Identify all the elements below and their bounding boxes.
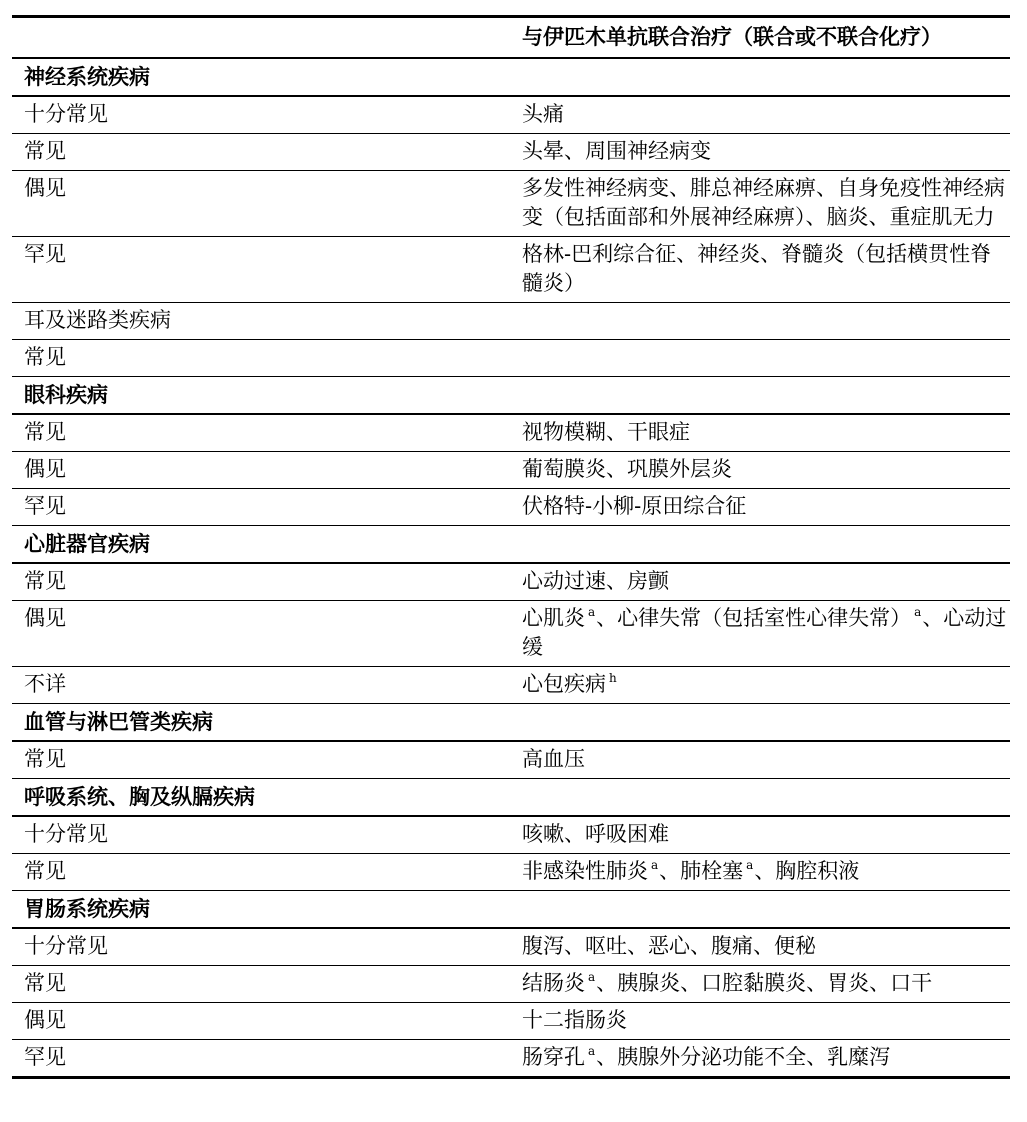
footnote-marker: a xyxy=(588,1044,596,1058)
reactions-cell xyxy=(510,237,1010,303)
reaction-text: 、胰腺炎、口腔黏膜炎、胃炎、口干 xyxy=(596,971,933,995)
table-row xyxy=(12,414,1010,452)
reactions-cell xyxy=(510,303,1010,340)
reaction-text: 、胸腔积液 xyxy=(754,859,860,883)
frequency-cell: 偶见 xyxy=(12,452,510,489)
reaction-text: 头晕、周围神经病变 xyxy=(522,139,711,163)
table-row xyxy=(12,854,1010,891)
reaction-text: 伏格特-小柳-原田综合征 xyxy=(522,494,747,518)
reaction-text: 格林-巴利综合征、神经炎、脊髓炎（包括横贯性脊髓炎） xyxy=(522,242,992,295)
frequency-cell: 偶见 xyxy=(12,1003,510,1040)
table-row xyxy=(12,601,1010,667)
reaction-text: 、胰腺外分泌功能不全、乳糜泻 xyxy=(596,1045,891,1069)
reactions-cell xyxy=(510,1003,1010,1040)
category-row xyxy=(12,704,1010,742)
frequency-cell: 罕见 xyxy=(12,489,510,526)
reaction-text: 非感染性肺炎 xyxy=(522,859,648,883)
reaction-text: 心包疾病 xyxy=(522,672,606,696)
reaction-text: 结肠炎 xyxy=(522,971,585,995)
table-row xyxy=(12,237,1010,303)
reactions-cell xyxy=(510,816,1010,854)
table-row xyxy=(12,563,1010,601)
adverse-reactions-table xyxy=(12,15,1010,1079)
reactions-cell xyxy=(510,741,1010,779)
frequency-cell: 常见 xyxy=(12,340,510,377)
category-label: 眼科疾病 xyxy=(12,377,1010,415)
reactions-cell xyxy=(510,96,1010,134)
header-regimen-cell: 与伊匹木单抗联合治疗（联合或不联合化疗） xyxy=(510,17,1010,59)
table-row xyxy=(12,816,1010,854)
reactions-cell xyxy=(510,340,1010,377)
frequency-cell: 常见 xyxy=(12,563,510,601)
header-row xyxy=(12,17,1010,59)
footnote-marker: a xyxy=(914,605,922,619)
reactions-cell xyxy=(510,414,1010,452)
reaction-text: 心动过速、房颤 xyxy=(522,569,669,593)
reaction-text: 十二指肠炎 xyxy=(522,1008,627,1032)
reactions-cell xyxy=(510,928,1010,966)
table-body xyxy=(12,58,1010,1078)
frequency-cell: 罕见 xyxy=(12,237,510,303)
table-row xyxy=(12,489,1010,526)
reaction-text: 高血压 xyxy=(522,747,585,771)
reaction-text: 多发性神经病变、腓总神经麻痹、自身免疫性神经病变（包括面部和外展神经麻痹）、脑炎、重症肌无力 xyxy=(522,176,1005,229)
table-row xyxy=(12,928,1010,966)
reactions-cell xyxy=(510,854,1010,891)
table-row xyxy=(12,171,1010,237)
table-row xyxy=(12,966,1010,1003)
category-row xyxy=(12,58,1010,96)
reactions-cell xyxy=(510,966,1010,1003)
reactions-cell xyxy=(510,452,1010,489)
frequency-cell: 常见 xyxy=(12,741,510,779)
frequency-cell: 常见 xyxy=(12,134,510,171)
footnote-marker: a xyxy=(588,970,596,984)
reaction-text: 肠穿孔 xyxy=(522,1045,585,1069)
category-label: 心脏器官疾病 xyxy=(12,526,1010,564)
reactions-cell xyxy=(510,1040,1010,1078)
reaction-text: 、肺栓塞 xyxy=(659,859,744,883)
reaction-text: 头痛 xyxy=(522,102,564,126)
frequency-cell: 十分常见 xyxy=(12,816,510,854)
frequency-cell: 常见 xyxy=(12,966,510,1003)
category-label: 神经系统疾病 xyxy=(12,58,1010,96)
category-row xyxy=(12,779,1010,817)
reaction-text: 视物模糊、干眼症 xyxy=(522,420,690,444)
frequency-cell: 十分常见 xyxy=(12,928,510,966)
table-header xyxy=(12,17,1010,59)
reactions-cell xyxy=(510,601,1010,667)
category-row xyxy=(12,377,1010,415)
reaction-text: 心肌炎 xyxy=(522,606,585,630)
category-label: 胃肠系统疾病 xyxy=(12,891,1010,929)
reactions-cell xyxy=(510,171,1010,237)
table-row xyxy=(12,96,1010,134)
reaction-text: 咳嗽、呼吸困难 xyxy=(522,822,669,846)
table-row xyxy=(12,1003,1010,1040)
frequency-cell: 罕见 xyxy=(12,1040,510,1078)
table-row xyxy=(12,134,1010,171)
category-row xyxy=(12,526,1010,564)
table-row xyxy=(12,340,1010,377)
reaction-text: 、心动过缓 xyxy=(522,606,1007,659)
frequency-cell: 十分常见 xyxy=(12,96,510,134)
frequency-cell: 不详 xyxy=(12,667,510,704)
reaction-text: 腹泻、呕吐、恶心、腹痛、便秘 xyxy=(522,934,816,958)
footnote-marker: a xyxy=(651,858,659,872)
reactions-cell xyxy=(510,134,1010,171)
category-label: 呼吸系统、胸及纵膈疾病 xyxy=(12,779,1010,817)
table-row xyxy=(12,452,1010,489)
reactions-cell xyxy=(510,667,1010,704)
document-page xyxy=(12,15,1010,1079)
reaction-text: 、心律失常（包括室性心律失常） xyxy=(596,606,912,630)
frequency-cell: 常见 xyxy=(12,414,510,452)
footnote-marker: a xyxy=(746,858,754,872)
category-row xyxy=(12,891,1010,929)
header-frequency-cell xyxy=(12,17,510,59)
footnote-marker: h xyxy=(609,671,617,685)
reaction-text: 葡萄膜炎、巩膜外层炎 xyxy=(522,457,732,481)
frequency-cell: 偶见 xyxy=(12,601,510,667)
table-row xyxy=(12,741,1010,779)
reactions-cell xyxy=(510,489,1010,526)
table-row xyxy=(12,1040,1010,1078)
category-label: 血管与淋巴管类疾病 xyxy=(12,704,1010,742)
frequency-cell: 常见 xyxy=(12,854,510,891)
reactions-cell xyxy=(510,563,1010,601)
table-row xyxy=(12,303,1010,340)
footnote-marker: a xyxy=(588,605,596,619)
frequency-cell: 偶见 xyxy=(12,171,510,237)
frequency-cell: 耳及迷路类疾病 xyxy=(12,303,510,340)
table-row xyxy=(12,667,1010,704)
